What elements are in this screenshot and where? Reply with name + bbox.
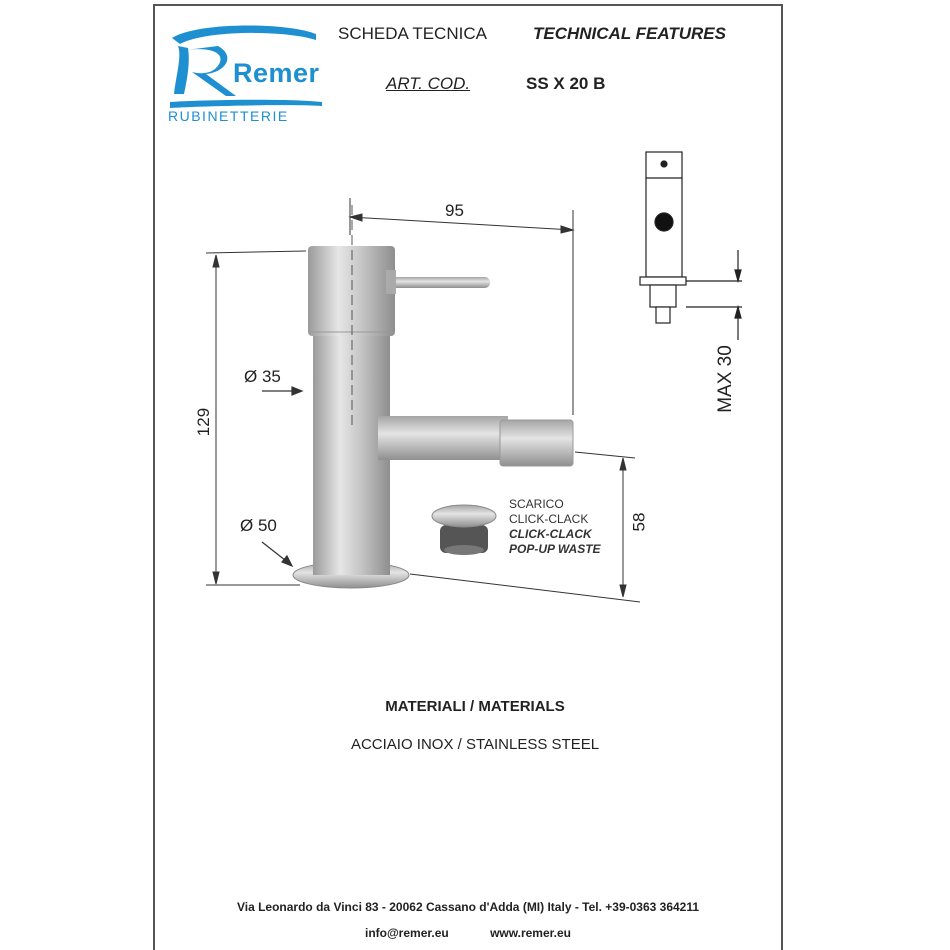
dimension-129-label: 129 bbox=[194, 407, 214, 437]
logo-wordmark: Remer bbox=[233, 58, 320, 88]
dimension-58-label: 58 bbox=[629, 512, 649, 532]
footer-address: Via Leonardo da Vinci 83 - 20062 Cassano d'Adda (MI) Italy - Tel. +39-0363 364211 bbox=[236, 900, 700, 914]
sheet-title-it: SCHEDA TECNICA bbox=[338, 24, 487, 43]
footer-contacts bbox=[153, 926, 783, 940]
article-code-value: SS X 20 B bbox=[526, 74, 606, 93]
side-view-mount bbox=[640, 152, 742, 340]
popup-waste-illustration bbox=[432, 505, 496, 555]
diameter-35-label: Ø 35 bbox=[244, 367, 281, 386]
footer-website[interactable]: www.remer.eu bbox=[490, 926, 571, 940]
diameter-50-label: Ø 50 bbox=[240, 516, 277, 535]
waste-line-3: CLICK-CLACK bbox=[509, 527, 592, 541]
sheet-title-en: TECHNICAL FEATURES bbox=[533, 24, 726, 43]
article-code-label: ART. COD. bbox=[386, 74, 471, 93]
materials-title: MATERIALI / MATERIALS bbox=[385, 698, 565, 715]
waste-line-1: SCARICO bbox=[509, 497, 564, 511]
materials-value: ACCIAIO INOX / STAINLESS STEEL bbox=[350, 736, 600, 753]
waste-line-2: CLICK-CLACK bbox=[509, 512, 589, 526]
max-30-label: MAX 30 bbox=[714, 345, 736, 413]
footer-email[interactable]: info@remer.eu bbox=[364, 926, 449, 940]
popup-waste-label bbox=[509, 497, 601, 557]
diameter-arrows bbox=[262, 387, 302, 566]
dimension-95-label: 95 bbox=[445, 201, 464, 220]
logo-subtitle: RUBINETTERIE bbox=[168, 108, 289, 124]
waste-line-4: POP-UP WASTE bbox=[509, 542, 601, 556]
